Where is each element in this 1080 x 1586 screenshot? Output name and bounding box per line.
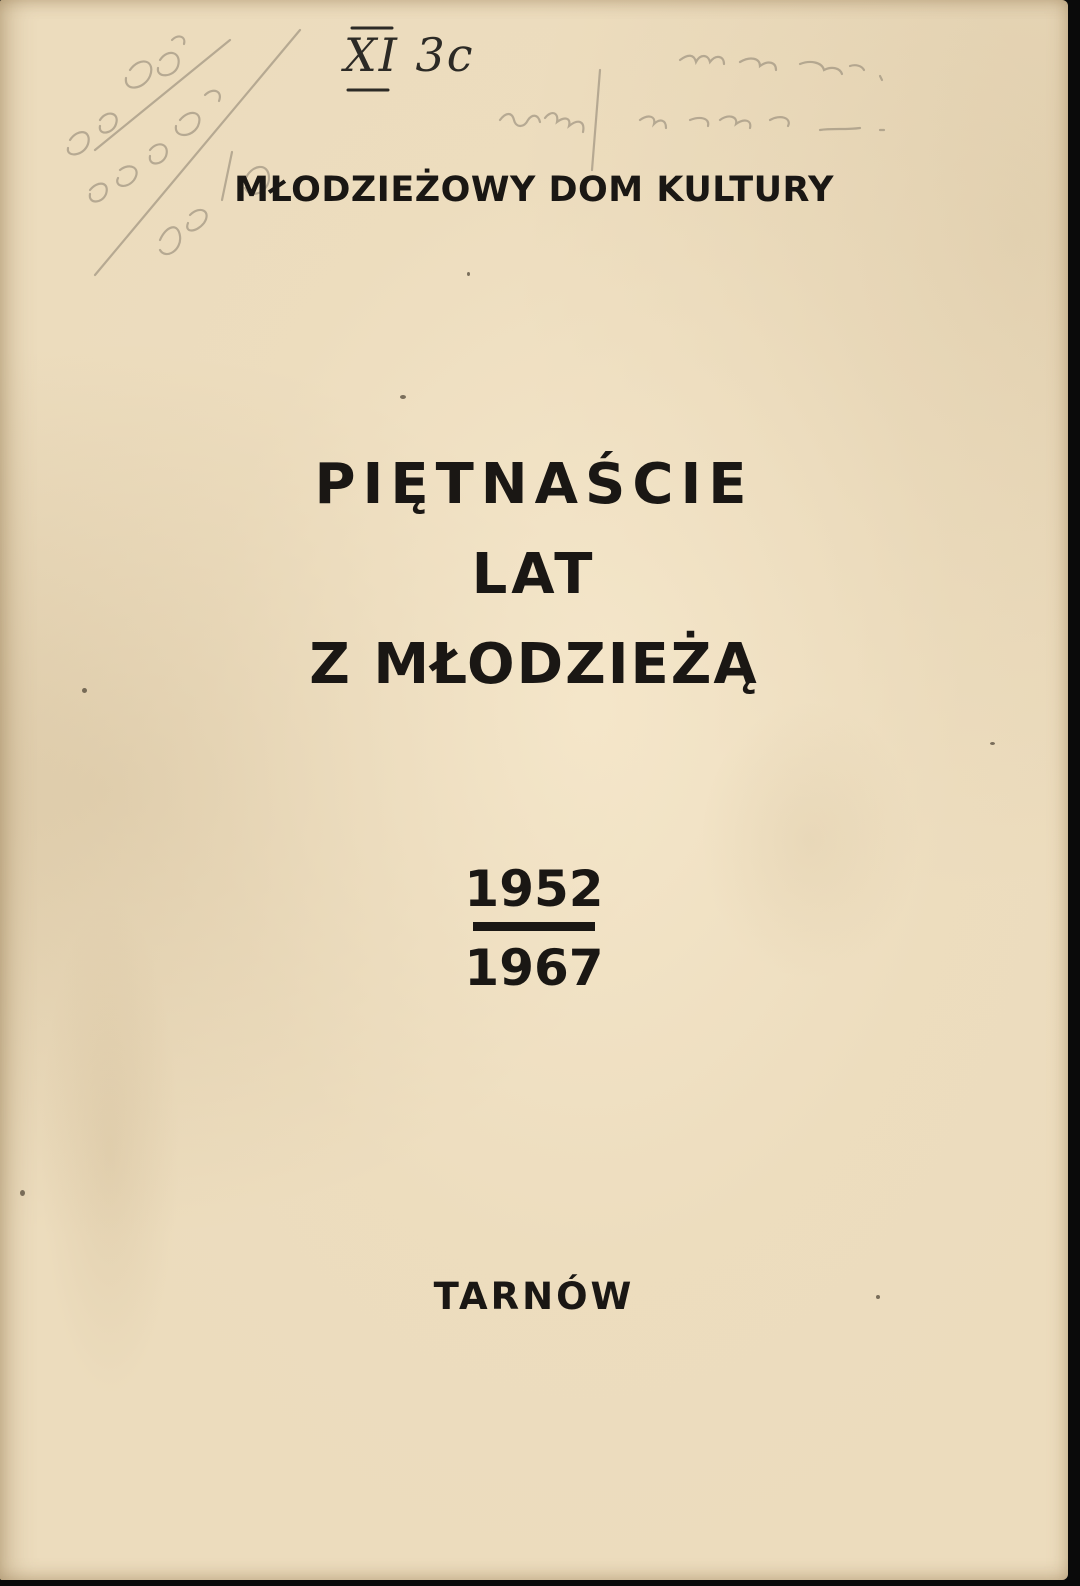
paper-speck (467, 272, 470, 276)
handwritten-pencil-notes (0, 0, 1068, 320)
institution-name: MŁODZIEŻOWY DOM KULTURY (234, 170, 834, 210)
paper-speck (400, 395, 406, 399)
title-block (0, 440, 1068, 710)
paper-speck (990, 742, 995, 745)
paper-speck (82, 688, 87, 693)
paper-speck (20, 1190, 25, 1196)
start-year: 1952 (464, 860, 604, 918)
catalog-mark: XI 3c (344, 28, 475, 82)
end-year: 1967 (464, 939, 604, 997)
paper-speck (876, 1295, 880, 1299)
year-divider (473, 922, 595, 931)
title-line-2: LAT (471, 542, 597, 607)
title-line-1: PIĘTNAŚCIE (314, 452, 754, 517)
year-range (0, 860, 1068, 997)
title-line-3: Z MŁODZIEŻĄ (309, 632, 759, 697)
place-of-publication: TARNÓW (433, 1275, 635, 1318)
